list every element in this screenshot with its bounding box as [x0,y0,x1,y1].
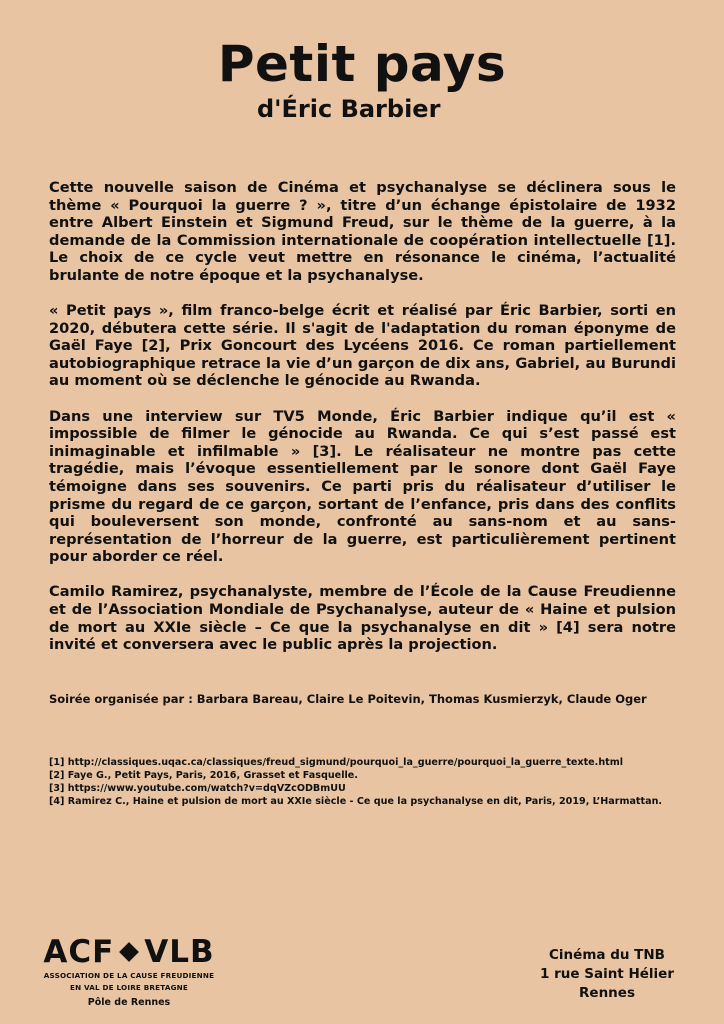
venue-street: 1 rue Saint Hélier [540,966,674,982]
paragraph-guest: Camilo Ramirez, psychanalyste, membre de l’École de la Cause Freudienne et de l’Association Mondiale de Psychanalyse, auteur de « Haine et pulsion de mort au XXIe siècle – Ce que la psychanalyse en dit » [4] sera notre invité et conversera avec le public après la projection. [49,583,676,654]
venue-city: Rennes [579,985,635,1001]
logo-wordmark [39,934,219,970]
paragraph-intro: Cette nouvelle saison de Cinéma et psychanalyse se déclinera sous le thème « Pourquoi la guerre ? », titre d’un échange épistolaire de 1932 entre Albert Einstein et Sigmund Freud, sur le thème de la guerre, à la demande de la Commission internationale de coopération intellectuelle [1]. Le choix de ce cycle veut mettre en résonance le cinéma, l’actualité brulante de notre époque et la psychanalyse. [49,179,676,284]
paragraph-interview: Dans une interview sur TV5 Monde, Éric Barbier indique qu’il est « impossible de filmer le génocide au Rwanda. Ce qui s’est passé est inimaginable et infilmable » [3]. Le réalisateur ne montre pas cette tragédie, mais l’évoque essentiellement par le sonore dont Gaël Faye témoigne dans ses souvenirs. Ce parti pris du réalisateur d’utiliser le prisme du regard de ce garçon, sortant de l’enfance, pris dans des conflits qui bouleversent son monde, confronté au sans-nom et au sans-représentation de l’horreur de la guerre, est particulièrement pertinent pour aborder ce réel. [49,407,676,566]
logo-line-2: EN VAL DE LOIRE BRETAGNE [69,983,189,992]
footnote-1: [1] http://classiques.uqac.ca/classiques/freud_sigmund/pourquoi_la_guerre/pourquoi_la_guerre_texte.html [49,757,624,768]
footnote-2: [2] Faye G., Petit Pays, Paris, 2016, Grasset et Fasquelle. [49,770,358,781]
logo-line-1: ASSOCIATION DE LA CAUSE FREUDIENNE [43,971,215,980]
organizers-credit: Soirée organisée par : Barbara Bareau, Claire Le Poitevin, Thomas Kusmierzyk, Claude Oger [49,692,647,706]
diamond-icon [119,942,139,962]
logo-pole: Pôle de Rennes [87,997,171,1008]
venue-name: Cinéma du TNB [549,947,665,963]
footnote-3: [3] https://www.youtube.com/watch?v=dqVZcODBmUU [49,783,346,794]
page-subtitle: d'Éric Barbier [257,95,441,123]
page-title: Petit pays [217,35,507,93]
logo-acf: ACF [43,934,115,970]
logo-vlb: VLB [144,934,215,970]
venue-address [527,946,687,1003]
acf-vlb-logo [39,934,219,1010]
body-text [49,179,676,671]
footnotes [49,756,699,808]
footnote-4: [4] Ramirez C., Haine et pulsion de mort au XXIe siècle - Ce que la psychanalyse en dit, Paris, 2019, L’Harmattan. [49,796,663,807]
paragraph-film: « Petit pays », film franco-belge écrit et réalisé par Éric Barbier, sorti en 2020, débutera cette série. Il s'agit de l'adaptation du roman éponyme de Gaël Faye [2], Prix Goncourt des Lycéens 2016. Ce roman partiellement autobiographique retrace la vie d’un garçon de dix ans, Gabriel, au Burundi au moment où se déclenche le génocide au Rwanda. [49,302,676,390]
